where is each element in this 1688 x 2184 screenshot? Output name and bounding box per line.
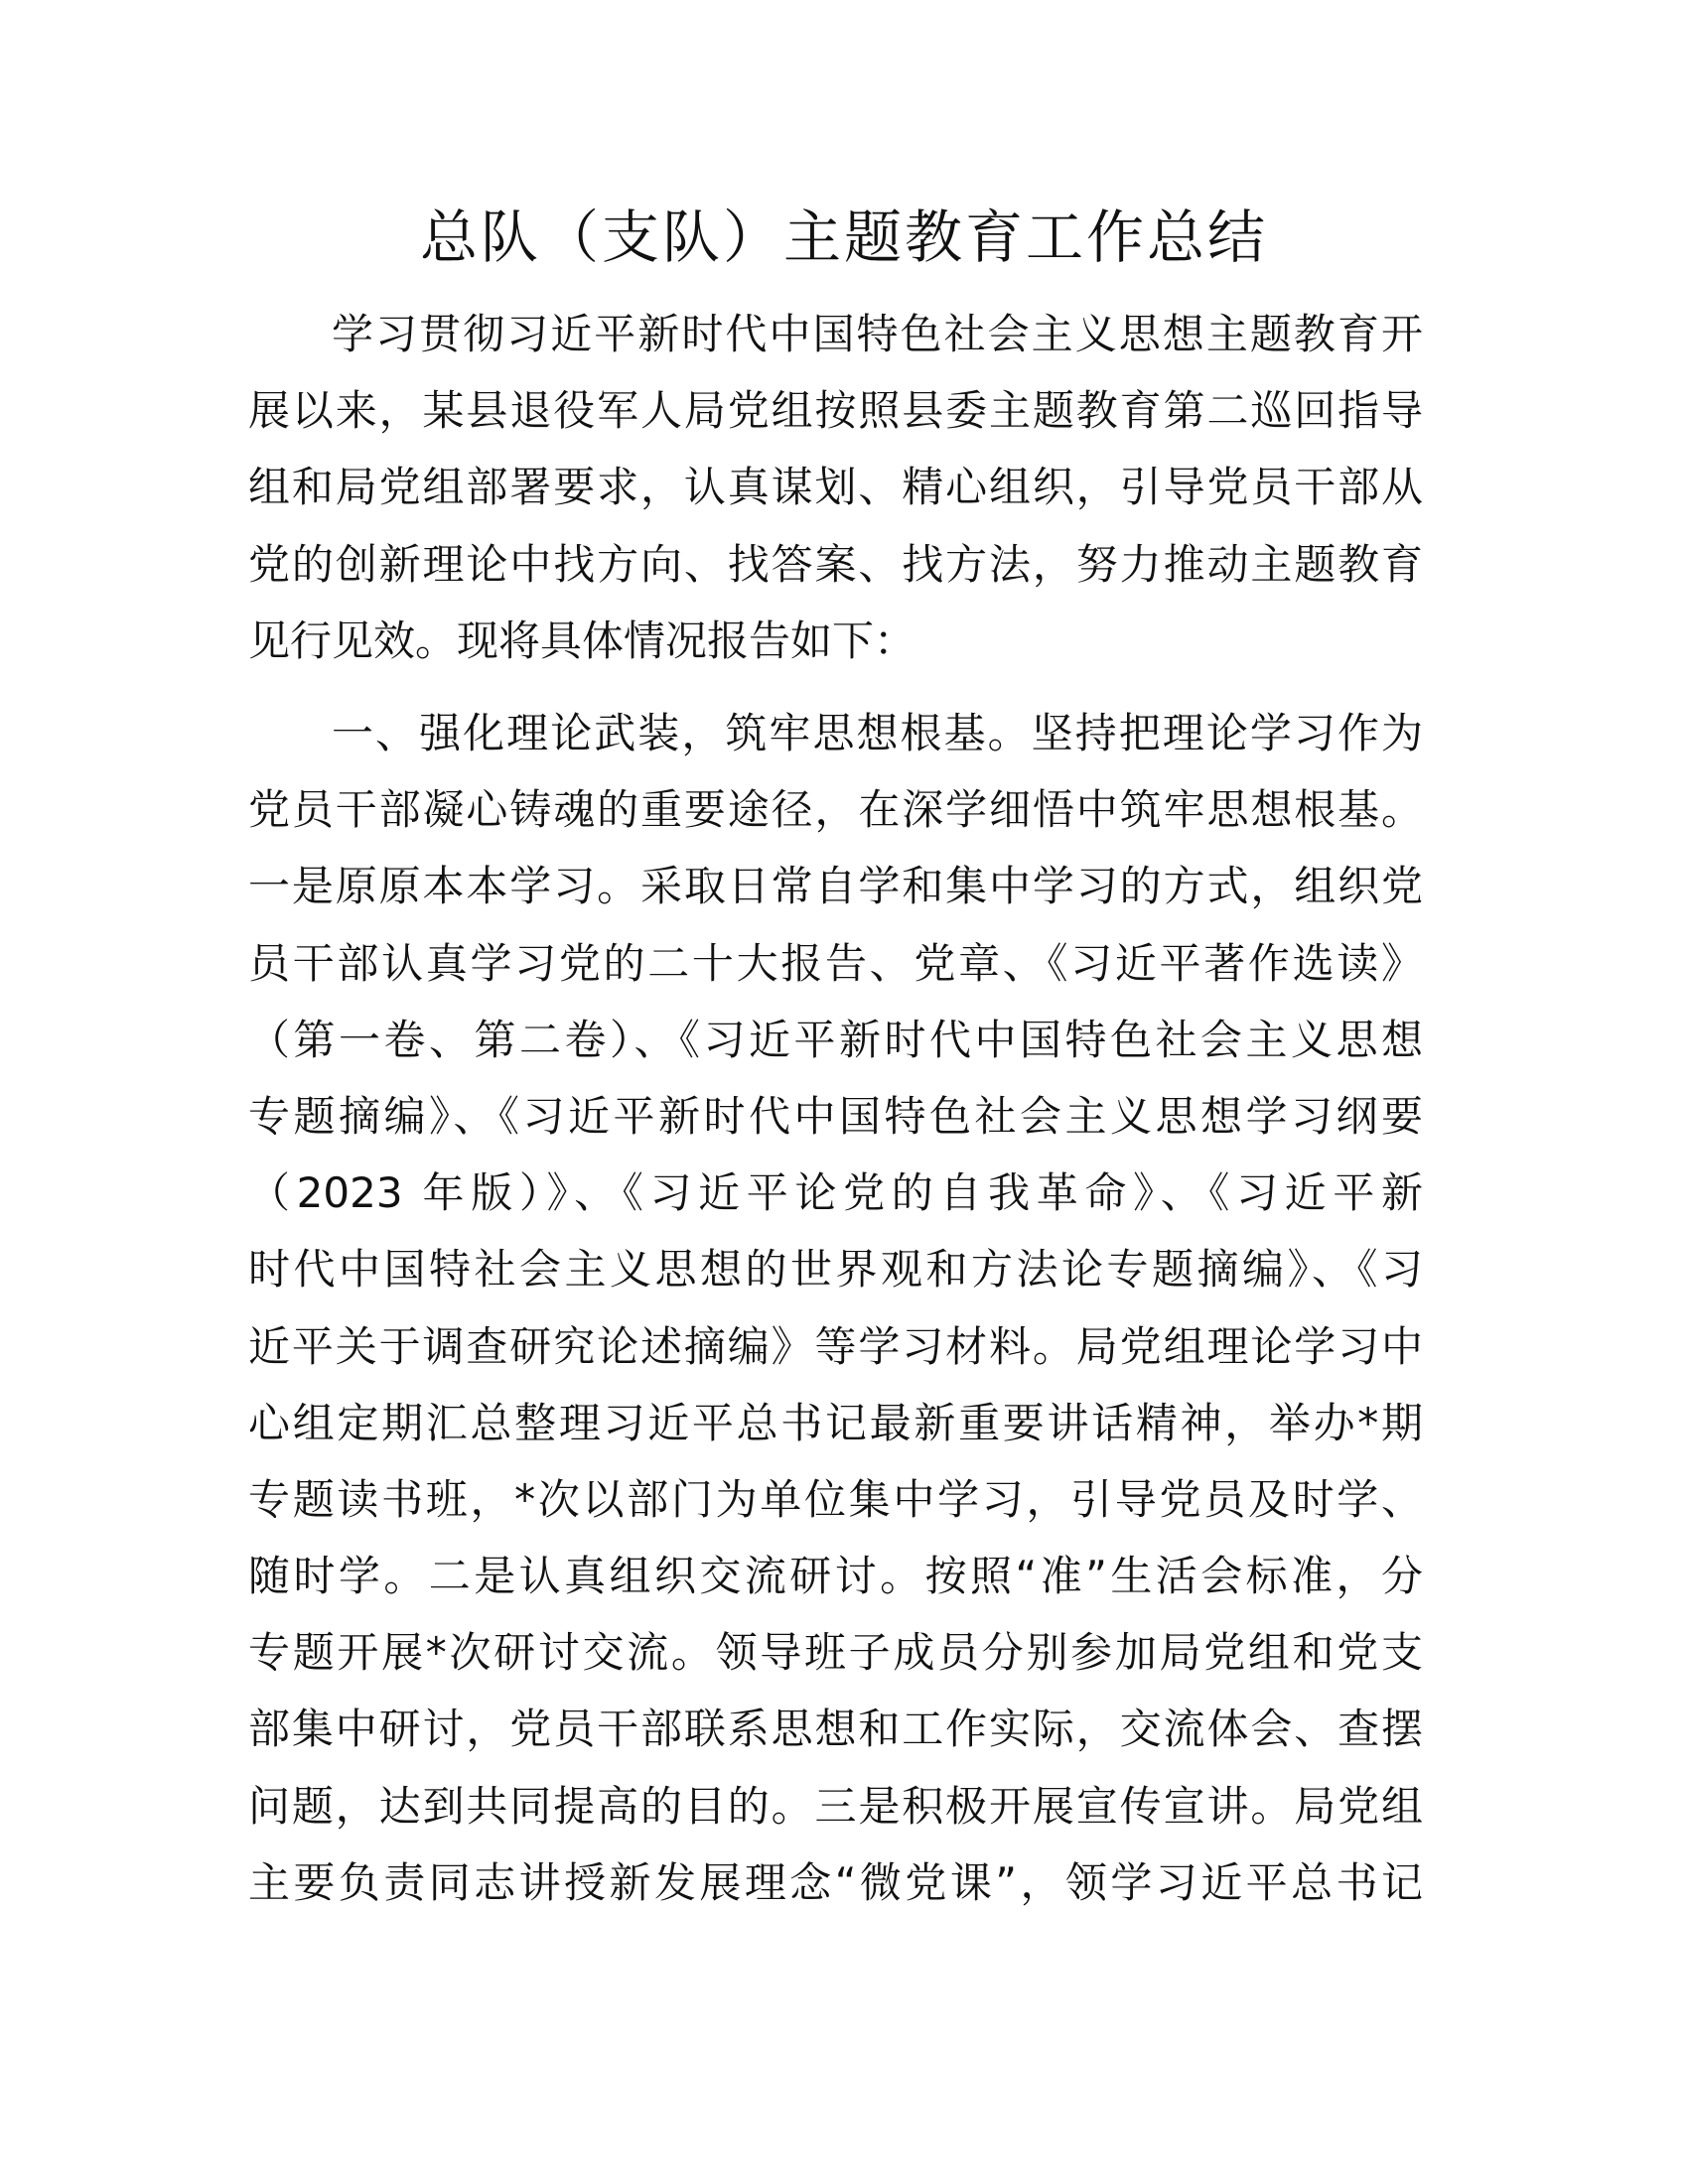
text-line: 员干部认真学习党的二十大报告、党章、《习近平著作选读》 xyxy=(248,938,1423,988)
text-line: 时代中国特社会主义思想的世界观和方法论专题摘编》、《习 xyxy=(248,1245,1423,1295)
text-line: 心组定期汇总整理习近平总书记最新重要讲话精神，举办*期 xyxy=(248,1398,1423,1447)
text-line: 一、强化理论武装，筑牢思想根基。坚持把理论学习作为 xyxy=(332,709,1423,757)
text-line: 见行见效。现将具体情况报告如下： xyxy=(248,615,916,665)
text-line: 部集中研讨，党员干部联系思想和工作实际，交流体会、查摆 xyxy=(248,1705,1423,1754)
text-line: 主要负责同志讲授新发展理念“微党课”，领学习近平总书记 xyxy=(248,1857,1423,1907)
text-line: 党的创新理论中找方向、找答案、找方法，努力推动主题教育 xyxy=(248,539,1423,589)
text-line: 专题摘编》、《习近平新时代中国特色社会主义思想学习纲要 xyxy=(248,1091,1423,1141)
text-line: 专题读书班，*次以部门为单位集中学习，引导党员及时学、 xyxy=(248,1474,1423,1524)
text-line: 问题，达到共同提高的目的。三是积极开展宣传宣讲。局党组 xyxy=(248,1781,1423,1831)
text-line: 展以来，某县退役军人局党组按照县委主题教育第二巡回指导 xyxy=(248,386,1423,436)
text-line: 党员干部凝心铸魂的重要途径，在深学细悟中筑牢思想根基。 xyxy=(248,785,1423,835)
text-line: 近平关于调查研究论述摘编》等学习材料。局党组理论学习中 xyxy=(248,1321,1423,1371)
paragraph-section-one xyxy=(248,695,1423,1921)
text-line: （2023 年版）》、《习近平论党的自我革命》、《习近平新 xyxy=(248,1168,1423,1218)
text-line: 随时学。二是认真组织交流研讨。按照“准”生活会标准，分 xyxy=(248,1552,1423,1601)
text-line: 组和局党组部署要求，认真谋划、精心组织，引导党员干部从 xyxy=(248,463,1423,512)
text-line: 专题开展*次研讨交流。领导班子成员分别参加局党组和党支 xyxy=(248,1628,1423,1678)
text-line: 学习贯彻习近平新时代中国特色社会主义思想主题教育开 xyxy=(332,310,1423,358)
document-title: 总队（支队）主题教育工作总结 xyxy=(419,204,1268,271)
paragraph-intro xyxy=(248,296,1423,679)
text-line: 一是原原本本学习。采取日常自学和集中学习的方式，组织党 xyxy=(248,862,1423,911)
text-line: （第一卷、第二卷）、《习近平新时代中国特色社会主义思想 xyxy=(248,1015,1423,1064)
